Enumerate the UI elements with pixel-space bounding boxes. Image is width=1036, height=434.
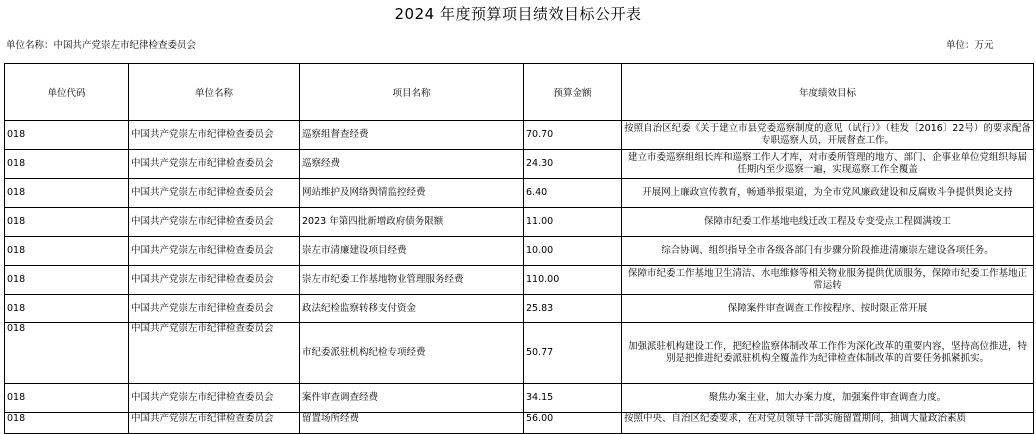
table-header-row — [5, 64, 1034, 121]
header-unit-name: 单位名称 — [129, 64, 300, 121]
table-row — [5, 121, 1034, 150]
unit-code-cell: 018 — [5, 150, 129, 179]
project-name-cell: 市纪委派驻机构纪检专项经费 — [300, 323, 524, 384]
project-name-cell: 崇左市纪委工作基地物业管理服务经费 — [300, 266, 524, 295]
budget-amount-cell: 6.40 — [524, 179, 622, 208]
performance-goal-cell: 保障市纪委工作基地电线迁改工程及专变受点工程圆满竣工 — [622, 208, 1034, 237]
currency-unit-label: 单位：万元 — [946, 40, 994, 51]
unit-name-cell: 中国共产党崇左市纪律检查委员会 — [129, 413, 300, 434]
performance-goal-cell: 聚焦办案主业，加大办案力度，加强案件审查调查力度。 — [622, 384, 1034, 413]
unit-name-cell: 中国共产党崇左市纪律检查委员会 — [129, 150, 300, 179]
budget-amount-cell: 70.70 — [524, 121, 622, 150]
budget-amount-cell: 56.00 — [524, 413, 622, 434]
performance-goal-cell: 加强派驻机构建设工作，把纪检监察体制改革工作作为深化改革的重要内容，坚持高位推进，特别是把推进纪委派驻机构全覆盖作为纪律检查体制改革的首要任务抓紧抓实。 — [622, 323, 1034, 384]
budget-performance-table — [4, 63, 1034, 434]
project-name-cell: 崇左市清廉建设项目经费 — [300, 237, 524, 266]
project-name-cell: 留置场所经费 — [300, 413, 524, 434]
project-name-cell: 2023 年第四批新增政府债务限额 — [300, 208, 524, 237]
table-row — [5, 384, 1034, 413]
unit-name-cell: 中国共产党崇左市纪律检查委员会 — [129, 266, 300, 295]
table-row — [5, 266, 1034, 295]
budget-amount-cell: 25.83 — [524, 295, 622, 323]
unit-code-cell: 018 — [5, 413, 129, 434]
performance-goal-cell: 保障市纪委工作基地卫生清洁、水电维修等相关物业服务提供优质服务，保障市纪委工作基地正常运转 — [622, 266, 1034, 295]
unit-name-cell: 中国共产党崇左市纪律检查委员会 — [129, 295, 300, 323]
unit-name-cell: 中国共产党崇左市纪律检查委员会 — [129, 179, 300, 208]
project-name-cell: 网站维护及网络舆情监控经费 — [300, 179, 524, 208]
performance-goal-cell: 按照中央、自治区纪委要求，在对党员领导干部实施留置期间，抽调大量政治素质 — [622, 413, 1034, 434]
table-row — [5, 237, 1034, 266]
budget-amount-cell: 34.15 — [524, 384, 622, 413]
budget-amount-cell: 24.30 — [524, 150, 622, 179]
unit-code-cell: 018 — [5, 323, 129, 384]
unit-code-cell: 018 — [5, 384, 129, 413]
project-name-cell: 案件审查调查经费 — [300, 384, 524, 413]
header-project-name: 项目名称 — [300, 64, 524, 121]
unit-name-cell: 中国共产党崇左市纪律检查委员会 — [129, 121, 300, 150]
budget-amount-cell: 110.00 — [524, 266, 622, 295]
unit-code-cell: 018 — [5, 121, 129, 150]
header-performance-goal: 年度绩效目标 — [622, 64, 1034, 121]
performance-goal-cell: 保障案件审查调查工作按程序、按时限正常开展 — [622, 295, 1034, 323]
header-budget-amount: 预算金额 — [524, 64, 622, 121]
performance-goal-cell: 按照自治区纪委《关于建立市县党委巡察制度的意见（试行）》（桂发〔2016〕22号）的要求配备专职巡察人员，开展督查工作。 — [622, 121, 1034, 150]
table-row — [5, 295, 1034, 323]
table-row — [5, 413, 1034, 434]
unit-name-cell: 中国共产党崇左市纪律检查委员会 — [129, 208, 300, 237]
budget-amount-cell: 50.77 — [524, 323, 622, 384]
table-row — [5, 179, 1034, 208]
page-title: 2024 年度预算项目绩效目标公开表 — [394, 5, 642, 23]
unit-name-cell: 中国共产党崇左市纪律检查委员会 — [129, 237, 300, 266]
header-unit-code: 单位代码 — [5, 64, 129, 121]
unit-name-cell: 中国共产党崇左市纪律检查委员会 — [129, 323, 300, 384]
unit-code-cell: 018 — [5, 179, 129, 208]
table-row — [5, 150, 1034, 179]
budget-amount-cell: 11.00 — [524, 208, 622, 237]
unit-name-label: 单位名称：中国共产党崇左市纪律检查委员会 — [6, 40, 197, 51]
unit-code-cell: 018 — [5, 266, 129, 295]
performance-goal-cell: 综合协调、组织指导全市各级各部门有步骤分阶段推进清廉崇左建设各项任务。 — [622, 237, 1034, 266]
budget-amount-cell: 10.00 — [524, 237, 622, 266]
unit-code-cell: 018 — [5, 208, 129, 237]
project-name-cell: 巡察经费 — [300, 150, 524, 179]
unit-code-cell: 018 — [5, 295, 129, 323]
table-row — [5, 208, 1034, 237]
performance-goal-cell: 建立市委巡察组组长库和巡察工作人才库，对市委所管理的地方、部门、企事业单位党组织每届任期内至少巡察一遍，实现巡察工作全覆盖 — [622, 150, 1034, 179]
performance-goal-cell: 开展网上廉政宣传教育，畅通举报渠道，为全市党风廉政建设和反腐败斗争提供舆论支持 — [622, 179, 1034, 208]
project-name-cell: 政法纪检监察转移支付资金 — [300, 295, 524, 323]
project-name-cell: 巡察组督查经费 — [300, 121, 524, 150]
unit-code-cell: 018 — [5, 237, 129, 266]
table-row — [5, 323, 1034, 384]
unit-name-cell: 中国共产党崇左市纪律检查委员会 — [129, 384, 300, 413]
